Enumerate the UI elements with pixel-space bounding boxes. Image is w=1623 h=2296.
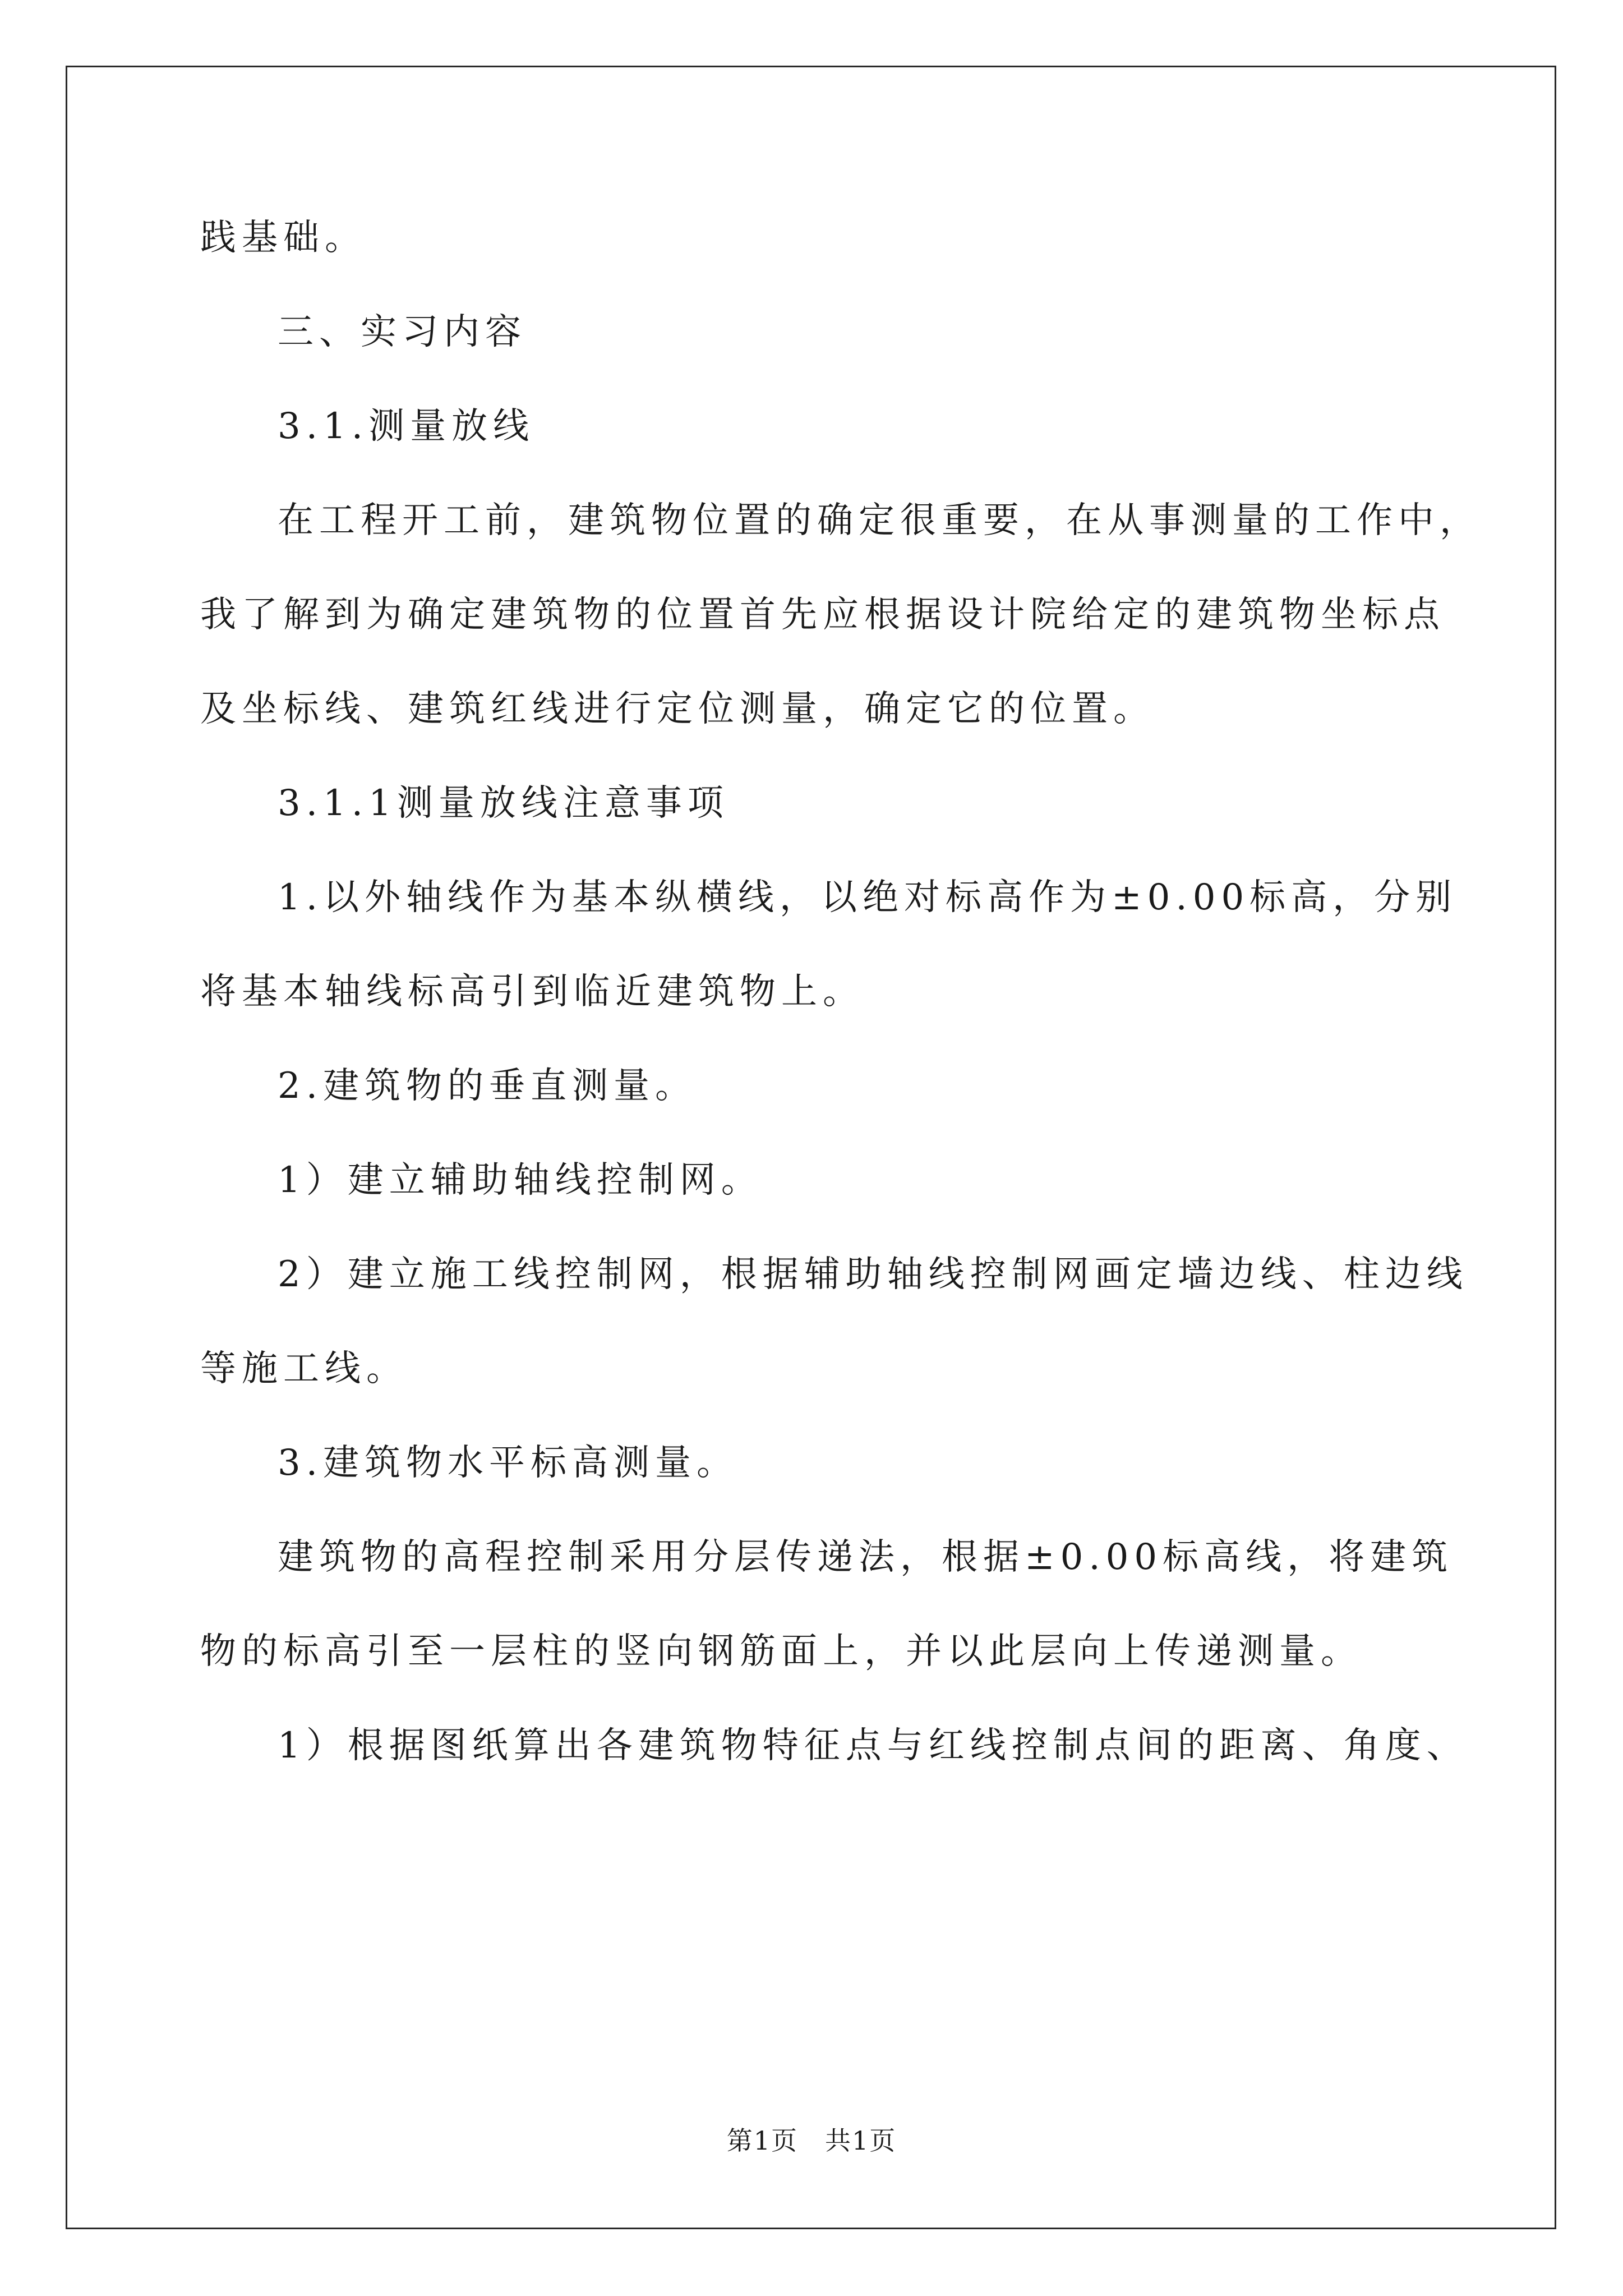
paragraph-line: 践基础。: [200, 217, 366, 259]
paragraph-line: 3.建筑物水平标高测量。: [278, 1442, 739, 1484]
paragraph-line: 1.以外轴线作为基本纵横线，以绝对标高作为±0.00标高，分别: [278, 877, 1458, 918]
paragraph-line: 2.建筑物的垂直测量。: [278, 1065, 697, 1107]
paragraph-line: 2）建立施工线控制网，根据辅助轴线控制网画定墙边线、柱边线: [278, 1254, 1468, 1295]
document-body: [200, 191, 1481, 1793]
section-heading: 三、实习内容: [278, 311, 527, 353]
paragraph-line: 我了解到为确定建筑物的位置首先应根据设计院给定的建筑物坐标点: [200, 594, 1445, 636]
paragraph-line: 1）建立辅助轴线控制网。: [278, 1159, 763, 1201]
subsection-heading: 3.1.1测量放线注意事项: [278, 783, 729, 824]
paragraph-line: 在工程开工前，建筑物位置的确定很重要，在从事测量的工作中，: [278, 500, 1481, 541]
paragraph-line: 将基本轴线标高引到临近建筑物上。: [200, 971, 864, 1013]
paragraph-line: 等施工线。: [200, 1348, 408, 1389]
page-footer: 第1页 共1页: [726, 2125, 897, 2156]
paragraph-line: 1）根据图纸算出各建筑物特征点与红线控制点间的距离、角度、: [278, 1725, 1468, 1766]
paragraph-line: 物的标高引至一层柱的竖向钢筋面上，并以此层向上传递测量。: [200, 1631, 1362, 1672]
paragraph-line: 建筑物的高程控制采用分层传递法，根据±0.00标高线，将建筑: [278, 1536, 1454, 1578]
paragraph-line: 及坐标线、建筑红线进行定位测量，确定它的位置。: [200, 688, 1155, 730]
subsection-heading: 3.1.测量放线: [278, 406, 535, 447]
